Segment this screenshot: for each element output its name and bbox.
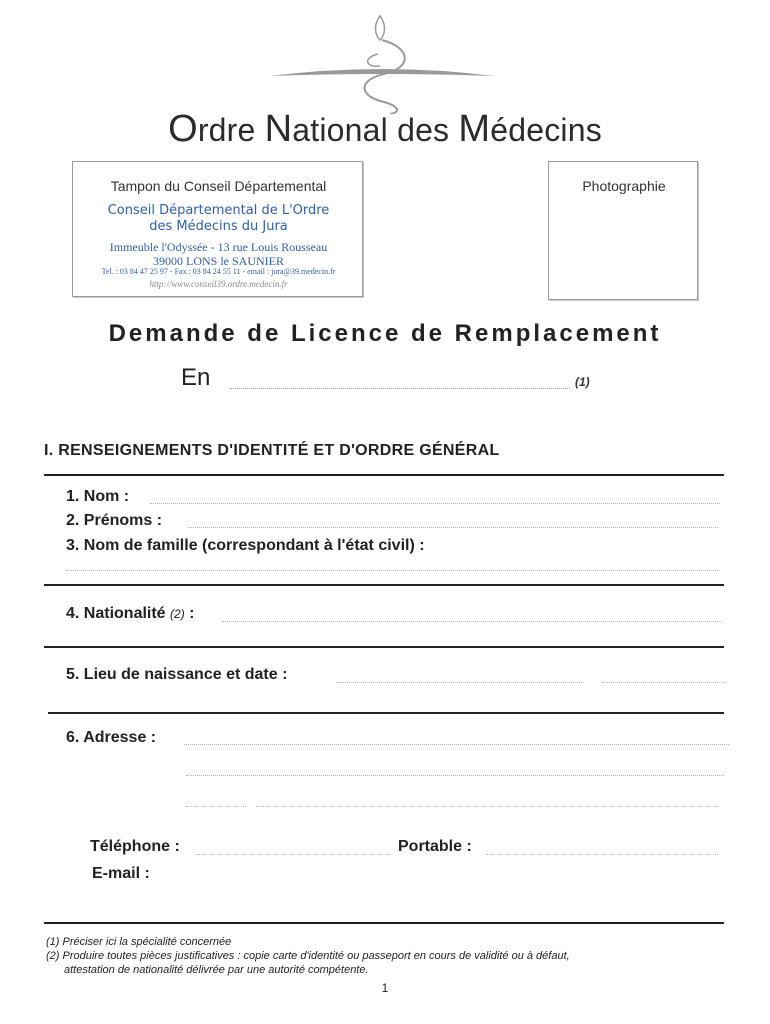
nationalite-footnote-ref: (2) <box>170 607 185 621</box>
nom-famille-label: 3. Nom de famille (correspondant à l'état civil) : <box>66 537 425 554</box>
prenoms-label: 2. Prénoms : <box>66 512 163 529</box>
nationalite-label-text: 4. Nationalité <box>66 605 166 622</box>
section-divider <box>44 646 724 648</box>
section-divider <box>44 474 724 476</box>
lieu-naissance-field[interactable] <box>336 682 584 683</box>
caduceus-logo-icon <box>262 14 502 114</box>
org-title-initial-o: O <box>168 108 198 150</box>
nationalite-field[interactable] <box>222 621 722 622</box>
specialty-field[interactable] <box>230 388 570 389</box>
prenoms-field[interactable] <box>188 527 718 528</box>
nom-field[interactable] <box>150 503 720 504</box>
adresse-field-line-2[interactable] <box>186 775 724 776</box>
lieu-naissance-label: 5. Lieu de naissance et date : <box>66 666 288 683</box>
email-label: E-mail : <box>92 865 150 882</box>
date-naissance-field[interactable] <box>602 682 726 683</box>
page-number: 1 <box>381 981 389 995</box>
footnote-2: (2) Produire toutes pièces justificatives : copie carte d'identité ou passeport en cours de validité ou à défaut, <box>46 950 570 962</box>
code-postal-field[interactable] <box>186 806 246 807</box>
section-divider <box>48 712 724 714</box>
org-title-part-1: rdre <box>197 112 265 148</box>
telephone-label: Téléphone : <box>90 838 180 855</box>
nationalite-label <box>66 605 194 623</box>
footnote-1: (1) Préciser ici la spécialité concernée <box>46 936 232 948</box>
section-divider <box>44 922 724 924</box>
footnote-2-continued: attestation de nationalité délivrée par une autorité compétente. <box>64 964 369 976</box>
nom-famille-field[interactable] <box>66 570 720 571</box>
email-field[interactable] <box>164 865 704 885</box>
stamp-box <box>72 161 363 297</box>
stamp-website: http://www.conseil39.ordre.medecin.fr <box>149 279 288 289</box>
nom-label: 1. Nom : <box>66 488 130 505</box>
org-title-part-3: édecins <box>490 112 602 148</box>
stamp-council-name: Conseil Départemental de L'Ordre <box>107 203 330 218</box>
org-title-part-2: ational des <box>292 112 459 148</box>
org-title-initial-m: M <box>458 108 491 150</box>
stamp-council-name-2: des Médecins du Jura <box>149 219 288 234</box>
stamp-box-title: Tampon du Conseil Départemental <box>110 178 327 194</box>
org-title-initial-n: N <box>264 108 293 150</box>
stamp-contact: Tel. : 03 84 47 25 97 - Fax : 03 84 24 55 11 - email : jura@39.medecin.fr <box>101 267 336 276</box>
telephone-field[interactable] <box>196 854 392 855</box>
section-title: I. RENSEIGNEMENTS D'IDENTITÉ ET D'ORDRE GÉNÉRAL <box>44 442 500 459</box>
organization-title <box>0 108 770 151</box>
nationalite-colon: : <box>184 605 195 622</box>
en-footnote-ref: (1) <box>575 375 590 389</box>
section-divider <box>44 584 724 586</box>
document-title: Demande de Licence de Remplacement <box>108 320 662 347</box>
en-label: En <box>181 364 211 391</box>
photo-box[interactable] <box>548 161 698 300</box>
portable-field[interactable] <box>486 854 718 855</box>
adresse-field-line-1[interactable] <box>184 744 729 745</box>
stamp-address: Immeuble l'Odyssée - 13 rue Louis Rousseau <box>109 240 328 254</box>
portable-label: Portable : <box>398 838 472 855</box>
photo-label: Photographie <box>582 178 666 194</box>
ville-field[interactable] <box>256 806 720 807</box>
adresse-label: 6. Adresse : <box>66 729 157 746</box>
stamp-city: 39000 LONS le SAUNIER <box>153 254 284 268</box>
